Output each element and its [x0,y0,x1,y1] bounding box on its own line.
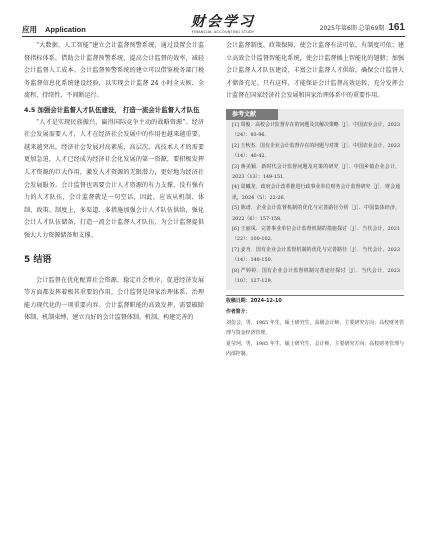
logo-cn: 财会学习 [191,14,255,30]
logo-en: FINANCIAL ACCOUNTING STUDY [191,30,255,34]
right-column [226,40,404,360]
paragraph: 会计监督制度、政策保障，使会计监督有法可依，有制度可依；建立高效会计监督智能化系统，使会计监督插上智能化的翅膀；加强会计监督人才队伍建设，丰富会计监督人才供给，确保会计监督人才储备充足。只有这样，才能保证会计监督高效运转，充分发挥会计监督在国家经济社会发展和国家治理体系中的重要作用。 [226,42,404,100]
section-cn: 应用 [22,25,37,34]
left-column [24,40,204,325]
reference-item: [8] 严婷婷．国有企业会计监督机制完善途径探讨［J］．当代会计，2023（10）：127-129． [232,267,400,285]
paragraph: “大数据、人工智能”建立会计监督预警系统，通过设置会计监督指标体系，借助会计监督预警系统，提高会计监督的效率，减轻会计监督人工成本。会计监督预警系统的建立可以借鉴税务部门税务监督信息化系统建设经验，以实现会计监督 24 小时全天候、全流程、持续性、不间断运行。 [24,42,204,100]
section-en: Application [45,25,86,34]
author-bio-2: 夏莹珂，男，1985 年生，硕士研究生，会计师，主要研究方向：高校财务管理与内部控制。 [226,340,404,358]
journal-logo [168,14,278,34]
section-label [22,24,86,35]
reference-item: [6] 王丽凤．完善事业单位会计监督机制的措施探讨［J］．当代会计，2021（22）：100-102． [232,226,400,243]
reference-item: [1] 周俊．高校会计监督存在的问题及其解决策略［J］．中国农业会计，2023（24）：93-96． [232,121,400,139]
received-date: 收稿日期：2024-12-10 [226,298,282,305]
section-heading-4-5: 4.5 加强会计监督人才队伍建设， 打造一流会计监督人才队伍 [24,105,200,114]
reference-item: [3] 蒋美颖．新时代会计监督问题及对策的研究［J］．中国乡镇企业会计，2023（13）：149-151． [232,163,400,180]
paragraph: “人才是实现民族振兴、赢得国际竞争主动的战略资源”。经济社会发展需要人才，人才在经济社会发展中的作用也越来越重要，越来越突出，经济社会发展对高素质、高层次、高技术人才的需要更加急迫，人才已经成为经济社会化发展的第一资源，要积极发挥人才资源的巨大作用，激发人才资源的无限潜力，更好地为经济社会发展服务。会计监督也需要会计人才资源的有力支撑，没有强有力的人才队伍，会计监督就是一句空话，因此，应该从机制、体制、政策、制度上，多渠道、多措施加强会计人才队伍供给，强化会计人才队伍储备，打造一流会计监督人才队伍，为会计监督提供强大人力资源储备和支撑。 [24,118,204,239]
reference-item: [5] 陈谱．企业会计监督机制的优化与完善路径分析［J］．中国集体经济，2022（6）：157-158． [232,205,400,222]
header-rule [22,36,405,37]
reference-item: [2] 王秋杰．国有企业会计监督存在的问题与对策［J］．中国农业会计，2023（14）：40-42． [232,142,400,160]
page-number: 161 [388,22,405,33]
reference-item: [7] 姜舟．国有企业会计监督机制的优化与完善路径［J］．当代会计，2023（14）：148-150． [232,246,400,264]
paragraph: 会计监督在优化配置社会资源，稳定社会秩序，促进经济发展等方面都发挥着极其重要的作用，会计监督是国家治理体系、治理能力现代化的一项重要内容。会计监督职能的高效发挥，需要破除体制、机制束缚，建立良好的会计监督体制、机制，构建完善的 [24,276,204,322]
issue-text: 2025年第6期 总第69期 [319,25,385,32]
issue-info [320,22,405,33]
author-label: 作者简介： [226,309,251,316]
references-title: 参考文献 [226,109,278,120]
reference-item: [4] 周曦龙．政府会计改革推进行政事业单位财务会计监督研究［J］．财会通讯，2024（5）：22-26． [232,184,400,201]
references-box [226,109,404,291]
section-heading-5: 5 结语 [24,254,52,265]
author-bio-1: 刘仿会，男，1965 年生，硕士研究生，高级会计师，主要研究方向：高校财务管理与资金经济管理。 [226,319,404,337]
